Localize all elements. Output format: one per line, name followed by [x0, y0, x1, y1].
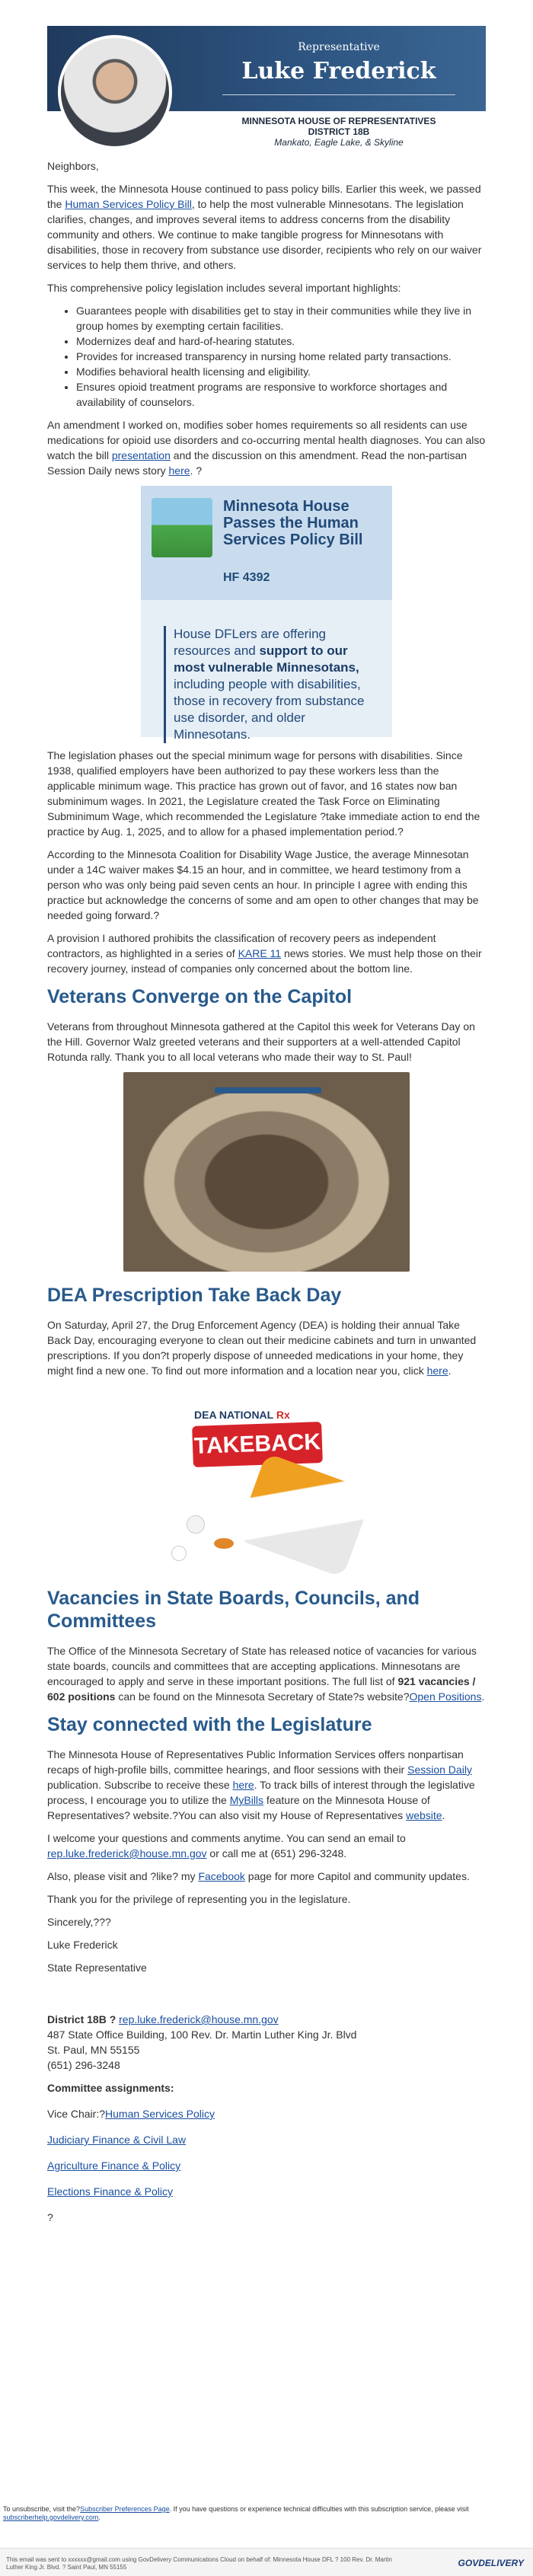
subscriber-help-link[interactable]: subscriberhelp.govdelivery.com: [3, 2514, 99, 2521]
subscribe-link[interactable]: here: [232, 1779, 254, 1791]
text: .: [481, 1690, 485, 1703]
district-line: [47, 2012, 486, 2027]
trailing-text: ?: [47, 2211, 53, 2223]
text: can be found on the Minnesota Secretary of State?s website?: [115, 1690, 410, 1703]
text: , to help the most vulnerable Minnesotans. The legislation clarifies, changes, and improves several items to address concerns from the disability community and others. We continue to make tangible progress for Minnesotans with disabilities, those in recovery from substance use disorder, recipients who rely on our waiver services to help them thrive, and others.: [47, 198, 482, 271]
text: This week, the Minnesota House continued to pass policy bills. Earlier this week, we passed the: [47, 183, 481, 210]
office-line2: DISTRICT 18B: [308, 126, 370, 137]
district-label: District 18B ?: [47, 2013, 116, 2025]
office-info: [192, 116, 486, 148]
dea-info-link[interactable]: here: [426, 1365, 448, 1377]
subscriber-preferences-link[interactable]: Subscriber Preferences Page: [80, 2505, 170, 2513]
pill-bottle-icon: [235, 1453, 374, 1578]
list-item: • Modifies behavioral health licensing and eligibility.: [76, 364, 486, 379]
text: . To track bills of interest through the legislative process, I encourage you to utilize the: [47, 1779, 475, 1806]
kare11-link[interactable]: KARE 11: [238, 947, 282, 959]
committee-link[interactable]: Human Services Policy: [105, 2108, 215, 2120]
newsletter-body: [47, 158, 486, 2225]
header-divider: [222, 94, 455, 95]
footer-text: This email was sent to xxxxxx@gmail.com using GovDelivery Communications Cloud on behalf of: Minnesota House DFL ? 100 Rev. Dr. Martin Luther King Jr. Blvd. ? Saint Paul, MN 55155: [6, 2556, 392, 2571]
dea-national-label: [194, 1409, 290, 1421]
pill-icon: [187, 1515, 205, 1534]
committee-item: [47, 2132, 486, 2147]
pill-icon: [214, 1538, 234, 1549]
committee-link[interactable]: Judiciary Finance & Civil Law: [47, 2134, 187, 2146]
dea-heading: DEA Prescription Take Back Day: [47, 1285, 342, 1306]
text: and the discussion on this amendment. Read the non-partisan Session Daily news story: [47, 449, 468, 477]
infographic-title-line: Passes the Human: [223, 515, 359, 531]
infographic-title-line: Services Policy Bill: [223, 531, 363, 548]
committee-item: [47, 2106, 486, 2121]
text: On Saturday, April 27, the Drug Enforcement Agency (DEA) is holding their annual Take Back Day, encouraging everyone to clean out their medicine cabinets and turn in unwanted prescriptions. If you don?t properly dispose of unneeded medications in your home, they might find a new one. To find out more information and a location near you, click: [47, 1319, 477, 1377]
govdelivery-footer: [0, 2548, 533, 2576]
community-illustration-icon: [152, 498, 212, 557]
text: .: [98, 2514, 101, 2521]
infographic-title: [223, 498, 383, 548]
newsletter-header: [47, 26, 486, 151]
text-bold: Committee assignments:: [47, 2082, 174, 2094]
thank-you-paragraph: Thank you for the privilege of representing you in the legislature.: [47, 1893, 351, 1905]
list-item: • Modernizes deaf and hard-of-hearing statutes.: [76, 334, 486, 349]
govdelivery-logo[interactable]: GOVDELIVERY: [458, 2558, 524, 2568]
facebook-link[interactable]: Facebook: [198, 1870, 245, 1882]
facebook-paragraph: [47, 1869, 486, 1884]
text: The Minnesota House of Representatives Public Information Services offers nonpartisan recaps of high-profile bills, committee hearings, and floor sessions with their: [47, 1748, 464, 1776]
recovery-peers-paragraph: [47, 930, 486, 976]
rotunda-banner: [215, 1087, 321, 1093]
text: page for more Capitol and community updates.: [244, 1870, 470, 1882]
footer-email-link[interactable]: rep.luke.frederick@house.mn.gov: [119, 2013, 279, 2025]
committee-link[interactable]: Elections Finance & Policy: [47, 2185, 173, 2198]
list-item: • Guarantees people with disabilities get to stay in their communities while they live in group homes by exempting certain facilities.: [76, 303, 486, 334]
veterans-paragraph: Veterans from throughout Minnesota gathered at the Capitol this week for Veterans Day on the Hill. Governor Walz greeted veterans and their supporters at a well-attended Capitol Rotunda rally. Thank you to all local veterans who made their way to St. Paul!: [47, 1020, 475, 1063]
house-website-link[interactable]: website: [406, 1809, 442, 1821]
list-item: • Provides for increased transparency in nursing home related party transactions.: [76, 349, 486, 364]
header-label: Representative: [298, 41, 380, 53]
text: publication. Subscribe to receive these: [47, 1779, 233, 1791]
text: A provision I authored prohibits the classification of recovery peers as independent contractors, as highlighted in a series of: [47, 932, 436, 959]
text: House DFLers are offering resources and: [174, 627, 327, 658]
text: .: [442, 1809, 445, 1821]
session-daily-link[interactable]: Session Daily: [407, 1764, 472, 1776]
takeback-badge: TAKEBACK: [192, 1422, 323, 1467]
amendment-paragraph: [47, 417, 486, 478]
open-positions-link[interactable]: Open Positions: [409, 1690, 482, 1703]
signature-title: State Representative: [47, 1962, 147, 1974]
list-item: • Ensures opioid treatment programs are responsive to workforce shortages and availability of counselors.: [76, 379, 486, 410]
unsubscribe-text: [3, 2505, 530, 2522]
vacancies-heading: Vacancies in State Boards, Councils, and Committees: [47, 1588, 420, 1632]
signature-name: Luke Frederick: [47, 1939, 118, 1951]
capitol-rotunda-photo: [123, 1072, 410, 1272]
unsubscribe-bar: [0, 2505, 533, 2522]
presentation-link[interactable]: presentation: [111, 449, 171, 461]
email-link[interactable]: rep.luke.frederick@house.mn.gov: [47, 1847, 207, 1859]
representative-name: Luke Frederick: [241, 58, 436, 85]
committee-link[interactable]: Agriculture Finance & Policy: [47, 2159, 181, 2172]
committee-item: [47, 2184, 486, 2199]
infographic-bill-number: HF 4392: [223, 571, 270, 584]
infographic-body: [164, 626, 380, 743]
connected-paragraph: [47, 1747, 486, 1823]
human-services-infographic: [141, 486, 392, 742]
phone: (651) 296-3248: [47, 2059, 120, 2071]
text: To unsubscribe, visit the?: [3, 2505, 81, 2513]
highlights-intro: This comprehensive policy legislation includes several important highlights:: [47, 282, 401, 294]
text: I welcome your questions and comments anytime. You can send an email to: [47, 1832, 406, 1844]
vacancies-paragraph: [47, 1643, 486, 1704]
committee-item: [47, 2158, 486, 2173]
representative-photo: [58, 35, 172, 149]
text-bold: support to our most vulnerable Minnesotans,: [174, 643, 359, 675]
contact-paragraph: [47, 1831, 486, 1861]
office-line1: MINNESOTA HOUSE OF REPRESENTATIVES: [241, 116, 436, 126]
rx-icon: Rx: [276, 1409, 290, 1421]
text-bold: 921 vacancies / 602 positions: [47, 1675, 476, 1703]
text: Vice Chair:?: [47, 2108, 106, 2120]
highlights-list: [47, 303, 486, 410]
text: The Office of the Minnesota Secretary of State has released notice of vacancies for various state boards, councils and committees that are accepting applications. Minnesotans are encouraged to apply and serve in these important positions. The full list of: [47, 1645, 477, 1687]
text: . If you have questions or experience technical difficulties with this subscription service, please visit: [169, 2505, 469, 2513]
human-services-bill-link[interactable]: Human Services Policy Bill: [65, 198, 192, 210]
greeting: Neighbors,: [47, 160, 99, 172]
text: An amendment I worked on, modifies sober homes requirements so all residents can use medications for opioid use disorders and co-occurring mental health diagnoses. You can also watch the bill: [47, 419, 486, 461]
contact-block: [47, 2012, 486, 2225]
dea-paragraph: [47, 1317, 486, 1378]
session-daily-story-link[interactable]: here: [168, 464, 190, 477]
veterans-heading: Veterans Converge on the Capitol: [47, 986, 353, 1007]
text: DEA NATIONAL: [194, 1409, 273, 1421]
connected-heading: Stay connected with the Legislature: [47, 1714, 372, 1735]
dea-takeback-logo: [141, 1386, 392, 1576]
text: . ?: [190, 464, 203, 477]
text: .: [448, 1365, 452, 1377]
subminimum-wage-paragraph: The legislation phases out the special minimum wage for persons with disabilities. Since 1938, qualified employers have been authorized to pay these workers less than the applicable minimum wage. This practice has grown out of favor, and 16 states now ban subminimum wages. In 2021, the Legislature created the Task Force on Eliminating Subminimum Wage, which recommended the Legislature ?take immediate action to end the practice by Aug. 1, 2025, and to allow for a phased implementation period.?: [47, 749, 480, 838]
address-line1: 487 State Office Building, 100 Rev. Dr. Martin Luther King Jr. Blvd: [47, 2029, 357, 2041]
committee-heading: [47, 2080, 486, 2096]
office-towns: Mankato, Eagle Lake, & Skyline: [274, 137, 404, 148]
infographic-title-line: Minnesota House: [223, 498, 349, 515]
wage-justice-paragraph: According to the Minnesota Coalition for Disability Wage Justice, the average Minnesotan under a 14C waiver makes $4.15 an hour, and in committee, we heard testimony from a person who was only being paid seven cents an hour. In principle I agree with ending this practice but acknowledge the concerns of some and am open to other changes that may be needed going forward.?: [47, 848, 479, 921]
intro-paragraph: [47, 181, 486, 273]
text: feature on the Minnesota House of Representatives? website.?You can also visit my House of Representatives: [47, 1794, 430, 1821]
closing: Sincerely,???: [47, 1916, 111, 1928]
text: news stories. We must help those on their recovery journey, instead of companies only concerned about the bottom line.: [47, 947, 482, 975]
mybills-link[interactable]: MyBills: [229, 1794, 264, 1806]
text: Also, please visit and ?like? my: [47, 1870, 199, 1882]
committee-assignments: [47, 2080, 486, 2225]
text: including people with disabilities, those in recovery from substance use disorder, and older Minnesotans.: [174, 677, 365, 742]
text: or call me at (651) 296-3248.: [206, 1847, 347, 1859]
pill-icon: [171, 1546, 187, 1561]
address-line2: St. Paul, MN 55155: [47, 2044, 140, 2056]
